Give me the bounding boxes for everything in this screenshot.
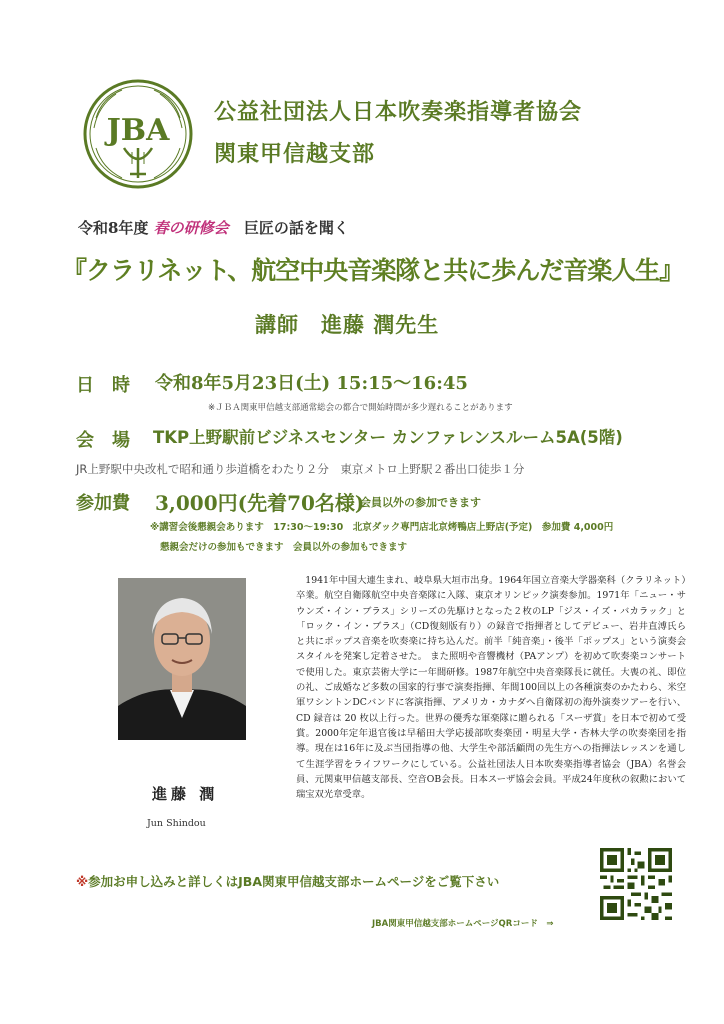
lecturer: 講師 進藤 潤先生 — [255, 313, 440, 337]
jba-logo — [82, 78, 194, 190]
social-note-2: 懇親会だけの参加もできます 会員以外の参加もできます — [160, 542, 408, 553]
lecturer-name-jp: 進藤 潤 — [152, 785, 219, 803]
org-name-line1: 公益社団法人日本吹奏楽指導者協会 — [214, 100, 583, 125]
subtitle-event: 春の研修会 — [153, 219, 229, 237]
footer-notice — [76, 872, 499, 890]
qr-caption: JBA関東甲信越支部ホームページQRコード ⇒ — [372, 919, 554, 929]
lecturer-photo — [118, 578, 246, 740]
qr-code-icon[interactable] — [600, 848, 672, 920]
logo-text: JBA — [106, 113, 170, 148]
fee-label: 参加費 — [76, 493, 130, 514]
venue-value: TKP上野駅前ビジネスセンター カンファレンスルーム5A(5階) — [153, 428, 623, 447]
event-subtitle — [78, 217, 349, 238]
lecturer-name-en: Jun Shindou — [147, 818, 206, 829]
subtitle-year: 令和8年度 — [78, 219, 149, 237]
subtitle-topic: 巨匠の話を聞く — [243, 219, 349, 237]
date-value: 令和8年5月23日(土) 15:15～16:45 — [155, 373, 468, 394]
fee-note: 会員以外の参加できます — [360, 496, 481, 509]
venue-label: 会 場 — [76, 430, 130, 451]
access-info: JR上野駅中央改札で昭和通り歩道橋をわたり２分 東京メトロ上野駅２番出口徒歩１分 — [76, 462, 525, 476]
footer-mark: ※ — [76, 874, 89, 889]
event-title: 『クラリネット、航空中央音楽隊と共に歩んだ音楽人生』 — [62, 256, 684, 285]
org-name-line2: 関東甲信越支部 — [214, 142, 376, 167]
date-label: 日 時 — [76, 375, 130, 396]
fee-value: 3,000円(先着70名様) — [155, 491, 365, 515]
social-note-1: ※講習会後懇親会あります 17:30～19:30 北京ダック専門店北京烤鴨店上野店(予定) 参加費 4,000円 — [150, 522, 614, 533]
bio-text: 1941年中国大連生まれ、岐阜県大垣市出身。1964年国立音楽大学器楽科（クラリネット）卒業。航空自衛隊航空中央音楽隊に入隊、東京オリンピック演奏参加。1971年「ニュー・サウンズ・イン・ブラス」シリーズの先駆けとなった２枚のLP「ジス・イズ・バカラック」と「ロック・イン・ブラス」（CD復刻版有り）の録音で指揮者としてデビュー、岩井直溥氏らと共にポップス音楽を吹奏楽に持ち込んだ。前半「純音楽」・後半「ポップス」という演奏会スタイルを発案し定着させた。 また照明や音響機材（PAアンプ）を初めて吹奏楽コンサートで使用した。東京芸術大学に一年間研修。1987年航空中央音楽隊長に就任。大喪の礼、即位の礼、ご成婚など多数の国家的行事で演奏指揮、年間100回以上の各種演奏のかたわら、米空軍ワシントンDCバンドに客演指揮、アメリカ・カナダへ自衛隊初の海外演奏ツアーを行い、CD 録音は 20 枚以上行った。世界の優秀な軍楽隊に贈られる「スーザ賞」を日本で初めて受賞。2000年定年退官後は早稲田大学応援部吹奏楽団・明星大学・杏林大学の吹奏楽団を指導。現在は16年に及ぶ当団指導の他、大学生や部活顧問の先生方への指揮法レッスンを通して生涯学習をライフワークにしている。公益社団法人日本吹奏楽指導者協会（JBA）名誉会員、元関東甲信越支部長、空音OB会長。日本スーザ協会会員。平成24年度秋の叙勲において瑞宝双光章受章。 — [296, 575, 686, 801]
footer-notice-text: 参加お申し込みと詳しくはJBA関東甲信越支部ホームページをご覧下さい — [88, 874, 500, 889]
lecturer-bio — [296, 573, 686, 802]
date-note: ※ＪＢＡ関東甲信越支部通常総会の都合で開始時間が多少遅れることがあります — [208, 403, 513, 413]
